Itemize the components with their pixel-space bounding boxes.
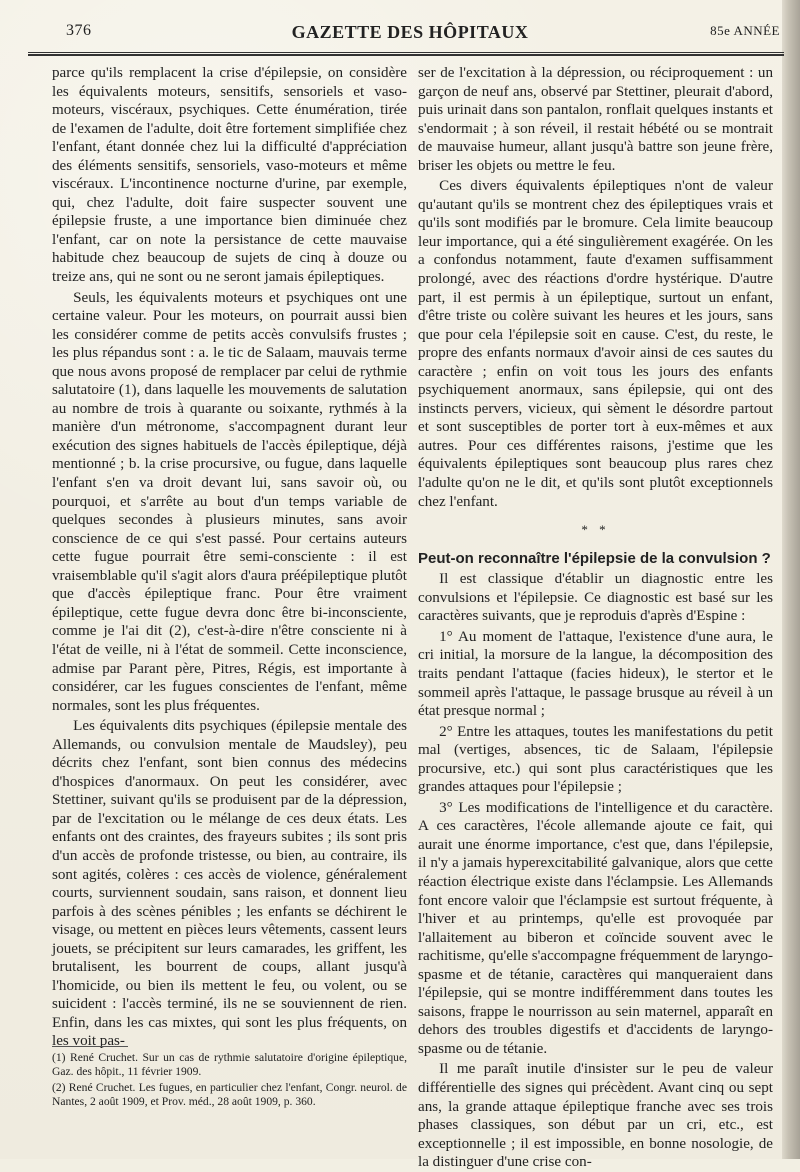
right-paragraph-6: 3° Les modifications de l'intelligence et du caractère. A ces caractères, l'école allemande ajoute ce fait, qui aurait une énorme importance, c'est que, dans l'épilepsie, il n'y a jamais hyperexcitabilité galvanique, alors que cette réaction électrique existe dans l'éclampsie. Les Allemands font encore valoir que l'éclampsie est surtout fréquente, à l'hiver et au printemps, qu'elle est provoquée par l'allaitement au biberon et coïncide souvent avec le rachitisme, qu'elle s'accompagne fréquemment de laryngo-spasme et de tétanie, caractères qui manqueraient dans l'épilepsie, qui se montre indifféremment dans toutes les saisons, frappe le nourrisson au sein maternel, apparaît en dehors des troubles digestifs et d'accidents de laryngo-spasme ou de tétanie. <box>418 799 773 1057</box>
page-header <box>40 22 780 46</box>
header-rule <box>28 52 784 56</box>
section-separator: * * <box>581 522 610 538</box>
year-label: 85e ANNÉE <box>710 23 780 38</box>
right-paragraph-5: 2° Entre les attaques, toutes les manifestations du petit mal (vertiges, absences, tic de Salaam, l'épilepsie procursive, etc.) qui sont plus caractéristiques que les grandes attaques pour l'épilepsie ; <box>418 723 773 796</box>
left-column <box>52 64 407 1051</box>
section-heading-paragraph <box>418 550 773 569</box>
footnote-2: (2) René Cruchet. Les fugues, en particulier chez l'enfant, Congr. neurol. de Nantes, 2 août 1909, et Prov. méd., 28 août 1909, p. 360. <box>52 1080 407 1109</box>
right-paragraph-4: 1° Au moment de l'attaque, l'existence d'une aura, le cri initial, la morsure de la langue, la décomposition des traits pendant l'attaque (facies hideux), le stertor et le sommeil après l'attaque, le passage brusque au réveil à un état presque normal ; <box>418 628 773 720</box>
section-title: Peut-on reconnaître l'épilepsie de la convulsion ? <box>418 549 771 567</box>
left-paragraph-1: parce qu'ils remplacent la crise d'épilepsie, on considère les équivalents moteurs, sensitifs, sensoriels et vaso-moteurs, viscéraux, psychiques. Cette énumération, tirée de l'examen de l'adulte, doit être fortement simplifiée chez l'enfant, étant donnée chez lui la difficulté d'appréciation des éléments sensitifs, sensoriels, vaso-moteurs et même viscéraux. L'incontinence nocturne d'urine, par exemple, qui, chez l'adulte, doit faire suspecter souvent une épilepsie fruste, a une importance bien diminuée chez l'enfant, car on note la persistance de cette mauvaise habitude chez beaucoup de sujets de cinq à douze ou treize ans, qui ne sont ou ne seront jamais épileptiques. <box>52 65 407 286</box>
right-paragraph-2: Ces divers équivalents épileptiques n'ont de valeur qu'autant qu'ils se montrent chez des épileptiques vrais et qu'ils sont modifiés par le bromure. Cela limite beaucoup leur importance, qui a été singulièrement exagérée. On les a confondus notamment, faute d'examen suffisamment prolongé, avec des réactions d'ordre hystérique. D'autre part, il est permis à un épileptique, surtout un enfant, d'être triste ou colère suivant les heures et les jours, sans que pour cela l'épilepsie soit en cause. C'est, du reste, le propre des enfants normaux d'avoir ainsi de ces sautes du caractère ; enfin on voit tous les jours des enfants psychiquement anormaux, sans épilepsie, qui ont des instincts pervers, vicieux, qui sèment le désordre partout et sont susceptibles de porter tort à eux-mêmes et aux autres. Pour ces différentes raisons, j'estime que les équivalents épileptiques sont beaucoup plus rares chez l'adulte qu'on ne le dit, et qu'ils sont plutôt exceptionnels chez l'enfant. <box>418 178 773 510</box>
left-paragraph-3: Les équivalents dits psychiques (épilepsie mentale des Allemands, ou convulsion mentale de Maudsley), peu décrits chez l'enfant, sont bien connus des médecins d'hospices d'anormaux. On peut les considérer, avec Stettiner, suivant qu'ils se produisent par de la dépression, par de l'excitation ou le mélange de ces deux états. Les enfants ont des craintes, des frayeurs subites ; ils sont pris d'un accès de profonde tristesse, ou bien, au contraire, ils sont agités, colères : ces accès de violence, généralement courts, surviennent soudain, sans raison, et donnent lieu parfois à des scènes pénibles ; les enfants se déchirent le visage, ou mettent en pièces leurs vêtements, cassent leurs jouets, se précipitent sur leurs camarades, les griffent, les brutalisent, les bourrent de coups, allant jusqu'à l'homicide, ou bien ils mettent le feu, ou volent, ou se suicident : l'accès terminé, ils ne se souviennent de rien. Enfin, dans les cas mixtes, qui sont les plus fréquents, on les voit pas- <box>52 718 407 1050</box>
page-number: 376 <box>66 22 92 39</box>
footnotes <box>52 1051 407 1110</box>
page-edge <box>782 0 800 1159</box>
footnote-1: (1) René Cruchet. Sur un cas de rythmie salutatoire d'origine épileptique, Gaz. des hôpit., 11 février 1909. <box>52 1051 407 1079</box>
journal-title: GAZETTE DES HÔPITAUX <box>291 22 529 42</box>
footnote-rule <box>52 1046 128 1047</box>
right-paragraph-1: ser de l'excitation à la dépression, ou réciproquement : un garçon de neuf ans, observé par Stettiner, pleurait d'abord, puis urinait dans son pantalon, ronflait quelques instants et s'endormait ; à son réveil, il restait hébété ou se montrait de mauvaise humeur, allant jusqu'à battre son jeune frère, briser les objets ou mettre le feu. <box>418 65 773 174</box>
right-column <box>418 64 773 1172</box>
right-paragraph-7: Il me paraît inutile d'insister sur le peu de valeur différentielle des signes qui précèdent. Avant cinq ou sept ans, la grande attaque épileptique franche avec ses trois phases classiques, son début par un cri, etc., est exceptionnelle ; il est impossible, en bonne nosologie, de la distinguer d'une crise con- <box>418 1061 773 1171</box>
left-paragraph-2: Seuls, les équivalents moteurs et psychiques ont une certaine valeur. Pour les moteurs, on pourrait aussi bien les considérer comme de petits accès convulsifs frustes ; les plus répandus sont : a. le tic de Salaam, mauvais terme que nous avons proposé de remplacer par celui de rythmie salutatoire (1), dans laquelle les mouvements de salutation au nombre de trois à quarante ou soixante, rythmés à la manière d'un métronome, s'accompagnent durant leur exécution des signes habituels de l'accès épileptique, déjà mentionné ; b. la crise procursive, ou fugue, dans laquelle l'enfant s'en va droit devant lui, sans savoir où, ou pourquoi, et s'arrête au bout d'un temps variable de quelques secondes à plusieurs minutes, sans avoir conscience de ce qui s'est passé. Pour certains auteurs cette fugue pourrait être semi-consciente : il est vraisemblable qu'il s'agit alors d'aura préépileptique plutôt que d'accès épileptique franc. Pour être vraiment épileptique, cette fugue devra donc être bi-inconsciente, comme je l'ai dit (2), c'est-à-dire n'être consciente ni à l'état de veille, ni à l'état de sommeil. Cette inconscience, admise par Parant père, Pitres, Régis, est importante à considérer, car les fugues conscientes de l'enfant, même normales, sont les plus fréquentes. <box>52 289 407 714</box>
right-paragraph-3: Il est classique d'établir un diagnostic entre les convulsions et l'épilepsie. Ce diagnostic est basé sur les caractères suivants, que je reproduis d'après d'Espine : <box>418 571 773 625</box>
